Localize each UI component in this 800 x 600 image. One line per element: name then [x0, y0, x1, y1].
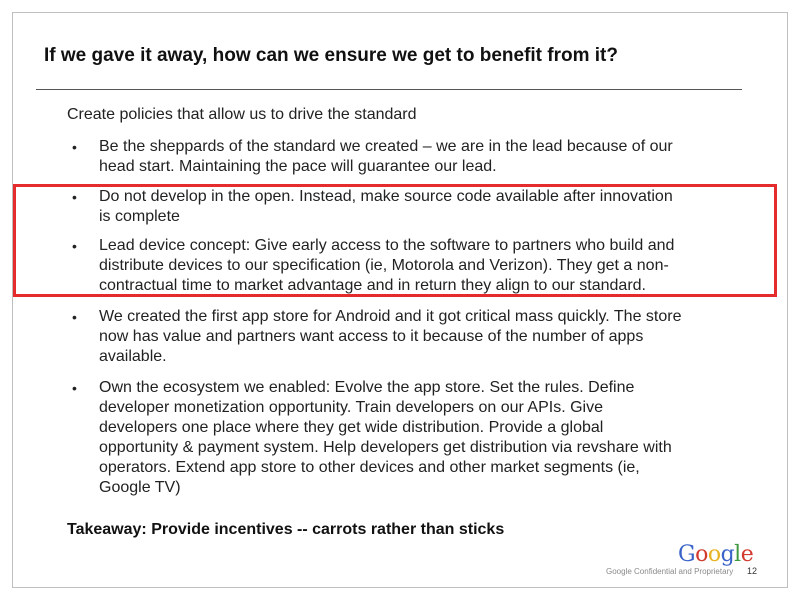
logo-letter: l	[734, 542, 741, 567]
bullet-line: Own the ecosystem we enabled: Evolve the app store. Set the rules. Define	[99, 379, 635, 396]
bullet-line: Do not develop in the open. Instead, make source code available after innovation	[99, 188, 673, 205]
bullet-line: opportunity & payment system. Help developers get distribution via revshare with	[99, 439, 672, 456]
bullet-line: available.	[99, 348, 167, 365]
slide-frame	[12, 12, 788, 588]
logo-letter: g	[720, 542, 735, 567]
logo-letter: G	[678, 542, 696, 567]
bullet-line: Google TV)	[99, 479, 181, 496]
bullet-line: developer monetization opportunity. Train developers on our APIs. Give	[99, 399, 603, 416]
bullet-line: now has value and partners want access to it because of the number of apps	[99, 328, 644, 345]
google-logo	[678, 542, 753, 567]
bullet-line: distribute devices to our specification (ie, Motorola and Verizon). They get a non-	[99, 257, 669, 274]
logo-letter: e	[740, 542, 754, 567]
confidential-notice: Google Confidential and Proprietary	[606, 567, 734, 576]
bullet-line: operators. Extend app store to other devices and other market segments (ie,	[99, 459, 640, 476]
red-highlight-box	[13, 184, 777, 297]
logo-letter: o	[695, 542, 708, 567]
bullet-marker: •	[72, 189, 77, 205]
bullet-line: head start. Maintaining the pace will guarantee our lead.	[99, 158, 497, 175]
bullet-marker: •	[72, 238, 77, 254]
bullet-line: is complete	[99, 208, 180, 225]
intro-text: Create policies that allow us to drive the standard	[67, 106, 417, 123]
bullet-line: contractual time to market advantage and in return they align to our standard.	[99, 277, 646, 294]
takeaway-text: Takeaway: Provide incentives -- carrots rather than sticks	[67, 521, 505, 538]
bullet-marker: •	[72, 380, 77, 396]
slide-title: If we gave it away, how can we ensure we get to benefit from it?	[44, 45, 618, 66]
logo-letter: o	[707, 542, 721, 567]
bullet-text	[99, 137, 719, 177]
bullet-marker: •	[72, 139, 77, 155]
bullet-line: We created the first app store for Android and it got critical mass quickly. The store	[99, 308, 682, 325]
bullet-line: Lead device concept: Give early access to the software to partners who build and	[99, 237, 675, 254]
bullet-marker: •	[72, 309, 77, 325]
bullet-line: Be the sheppards of the standard we created – we are in the lead because of our	[99, 138, 673, 155]
page-number: 12	[747, 566, 758, 576]
bullet-text	[99, 307, 719, 367]
bullet-text	[99, 378, 719, 498]
title-divider	[36, 89, 742, 90]
bullet-line: developers one place where they get wide distribution. Provide a global	[99, 419, 604, 436]
